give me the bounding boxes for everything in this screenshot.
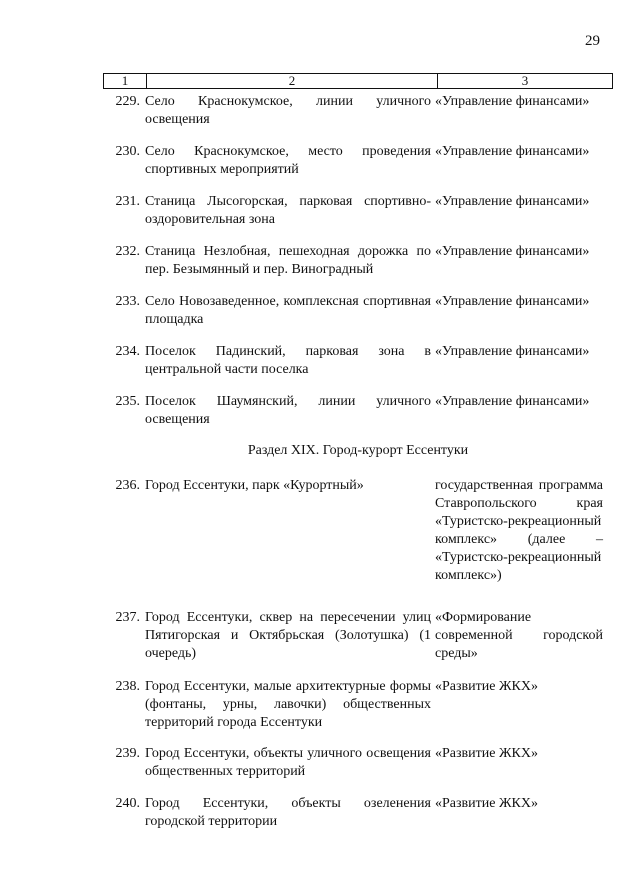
table-row [103, 678, 613, 732]
row-program: «Управление финансами» [435, 294, 590, 309]
row-number: 231. [115, 194, 140, 209]
table-row [103, 393, 613, 429]
page-number: 29 [585, 33, 600, 49]
row-number: 239. [115, 746, 140, 761]
row-program: государственная программа Ставропольского края «Туристско-рекреационный комплекс» (далее – «Туристско-рекреационный комплекс») [435, 478, 603, 583]
row-program: «Управление финансами» [435, 94, 590, 109]
row-program: «Формирование современной городской среды» [435, 610, 603, 661]
table-row [103, 343, 613, 379]
row-program: «Управление финансами» [435, 244, 590, 259]
header-col-1: 1 [104, 74, 147, 88]
row-description: Село Краснокумское, место проведения спортивных мероприятий [145, 144, 431, 177]
row-number: 233. [115, 294, 140, 309]
header-col-3: 3 [521, 73, 529, 88]
row-program: «Управление финансами» [435, 144, 590, 159]
row-program: «Развитие ЖКХ» [435, 796, 538, 811]
table-header [103, 73, 613, 89]
table-row [103, 795, 613, 831]
row-description: Поселок Шаумянский, линии уличного освещения [145, 394, 431, 427]
table-row [103, 745, 613, 781]
row-description: Поселок Падинский, парковая зона в центральной части поселка [145, 344, 431, 377]
row-number: 234. [115, 344, 140, 359]
row-program: «Управление финансами» [435, 394, 590, 409]
row-program: «Развитие ЖКХ» [435, 746, 538, 761]
table-row [103, 93, 613, 129]
row-number: 235. [115, 394, 140, 409]
row-description: Станица Лысогорская, парковая спортивно-оздоровительная зона [145, 194, 431, 227]
table-row [103, 243, 613, 279]
header-col-2: 2 [147, 74, 438, 88]
row-description: Город Ессентуки, парк «Курортный» [145, 478, 364, 493]
table-row [103, 193, 613, 229]
row-description: Село Новозаведенное, комплексная спортивная площадка [145, 294, 431, 327]
row-description: Город Ессентуки, объекты уличного освещения общественных территорий [145, 746, 431, 779]
row-description: Город Ессентуки, объекты озеленения городской территории [145, 796, 431, 829]
row-number: 236. [115, 478, 140, 493]
table-row [103, 609, 613, 663]
row-description: Город Ессентуки, малые архитектурные формы (фонтаны, урны, лавочки) общественных территорий города Ессентуки [145, 679, 431, 730]
row-description: Станица Незлобная, пешеходная дорожка по пер. Безымянный и пер. Виноградный [145, 244, 431, 277]
row-program: «Управление финансами» [435, 194, 590, 209]
row-number: 232. [115, 244, 140, 259]
row-number: 229. [115, 94, 140, 109]
section-title: Раздел XIX. Город-курорт Ессентуки [247, 443, 469, 458]
row-number: 237. [115, 610, 140, 625]
row-program: «Управление финансами» [435, 344, 590, 359]
row-number: 238. [115, 679, 140, 694]
row-description: Город Ессентуки, сквер на пересечении улиц Пятигорская и Октябрьская (Золотушка) (1 очередь) [145, 610, 431, 661]
table-row [103, 143, 613, 179]
row-number: 230. [115, 144, 140, 159]
table-row [103, 293, 613, 329]
row-description: Село Краснокумское, линии уличного освещения [145, 94, 431, 127]
row-number: 240. [115, 796, 140, 811]
row-program: «Развитие ЖКХ» [435, 679, 538, 694]
table-row [103, 477, 613, 585]
